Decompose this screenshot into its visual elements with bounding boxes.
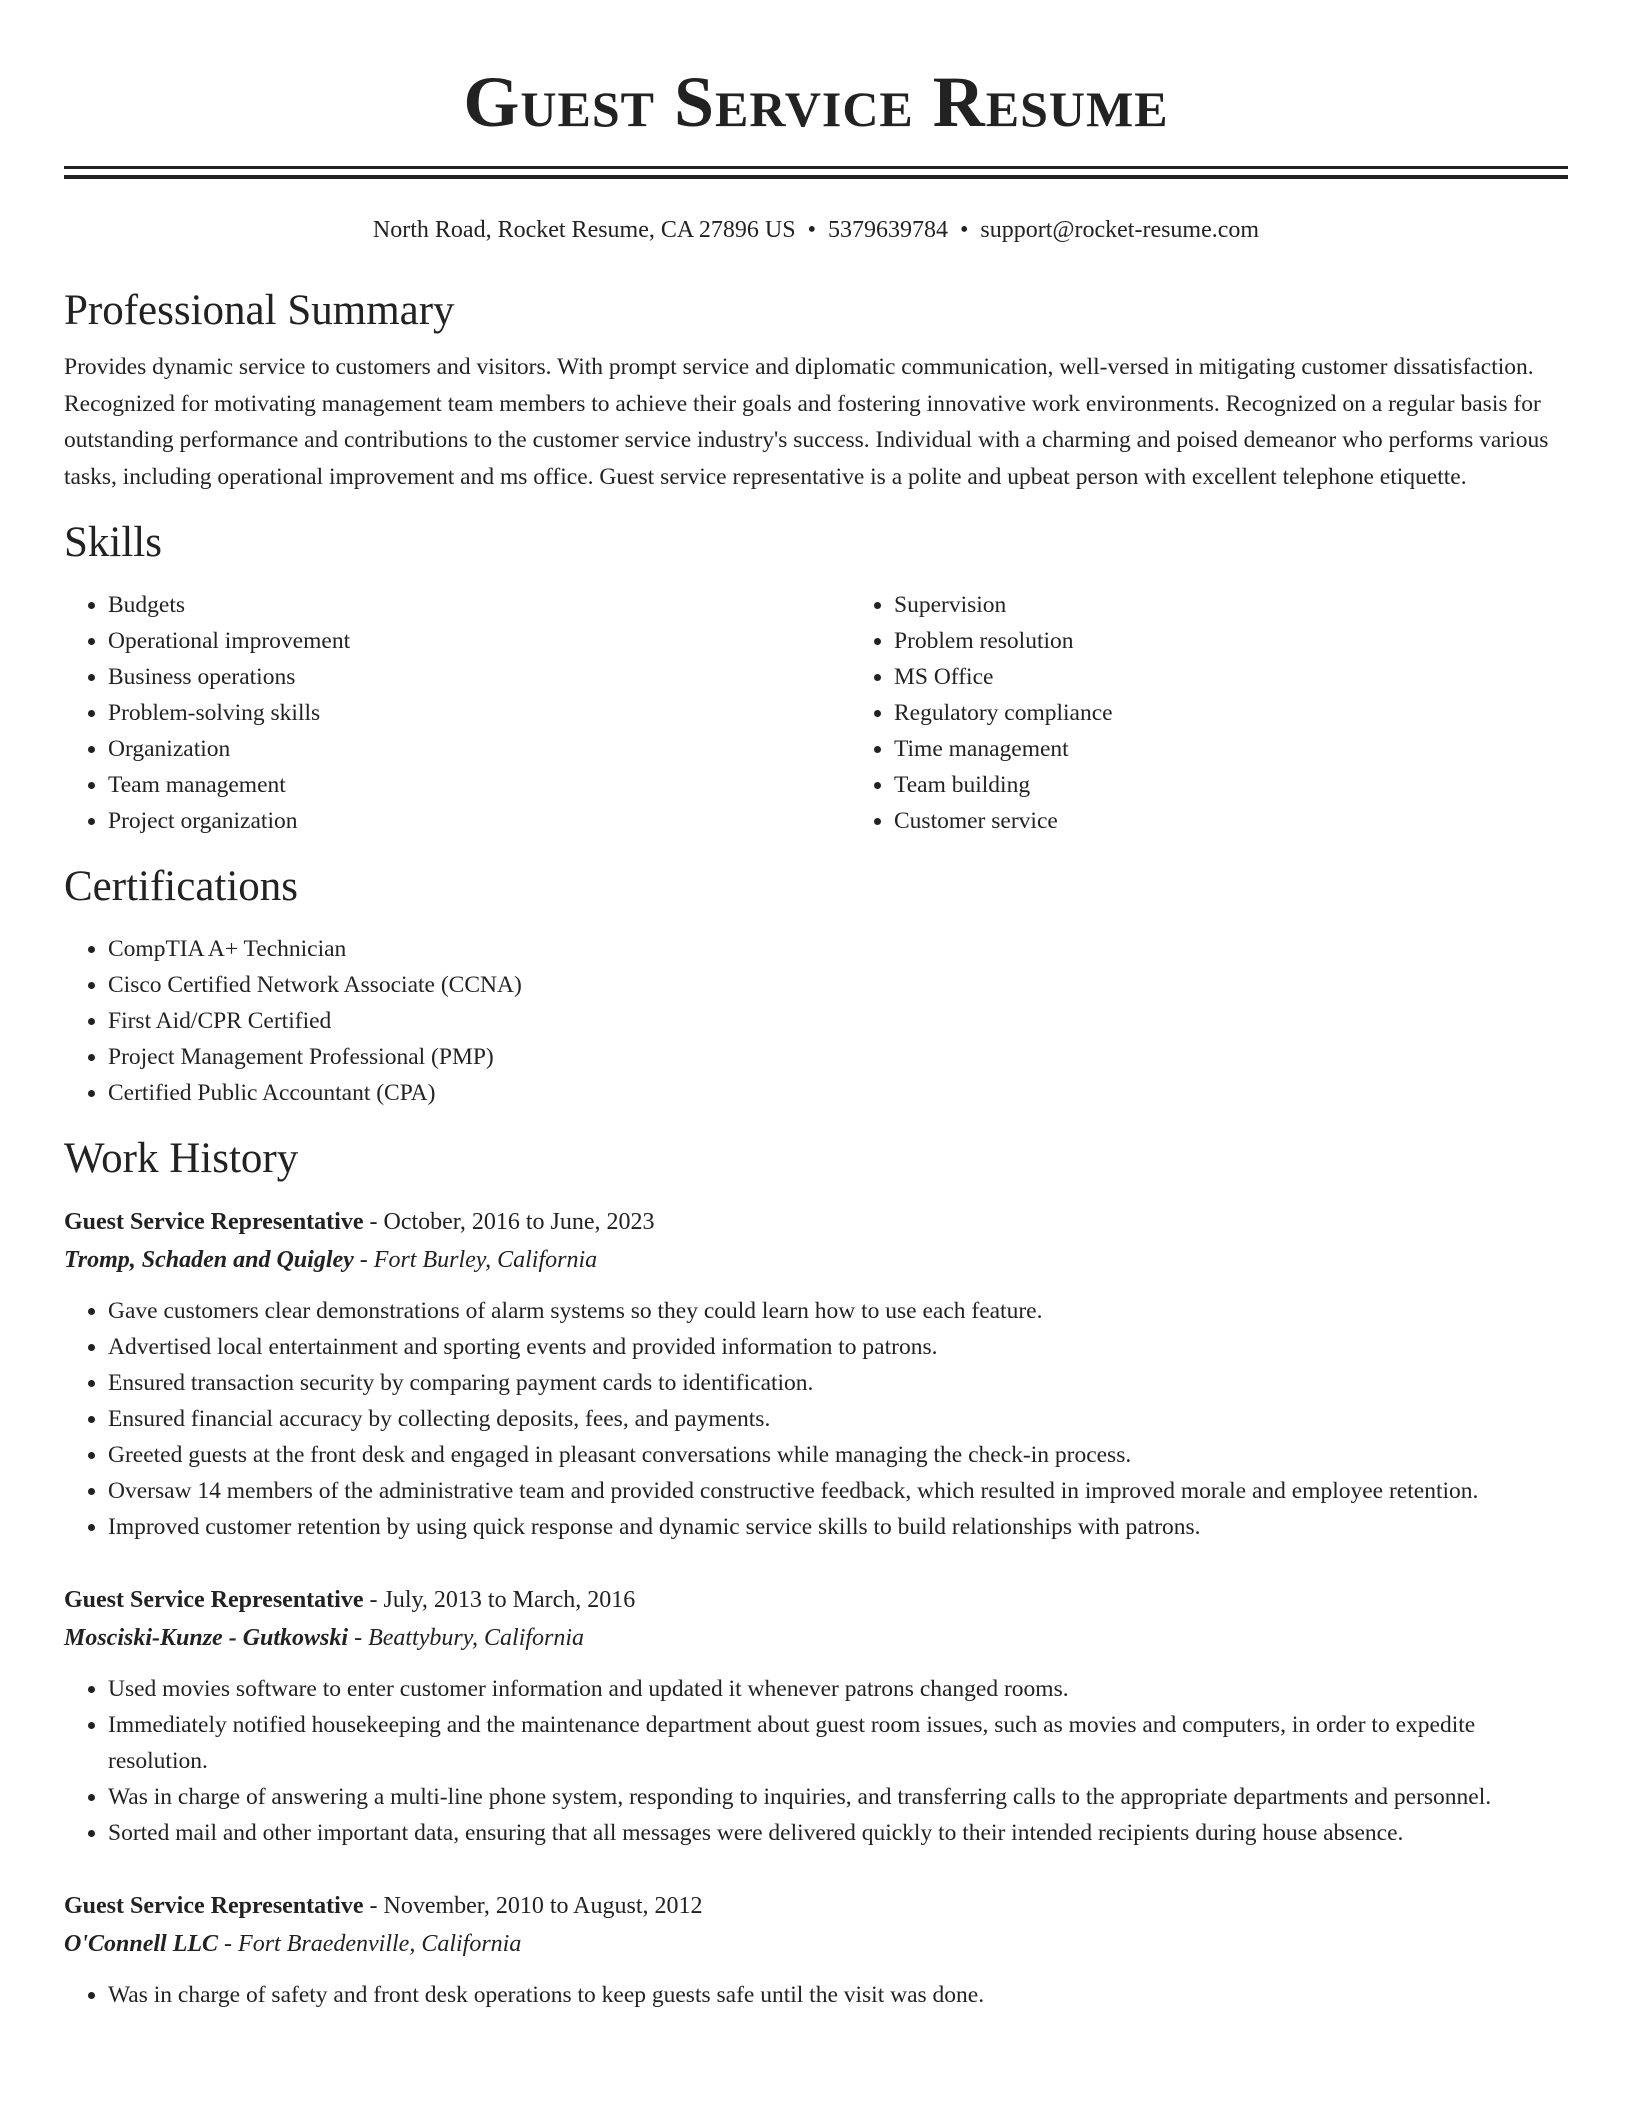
job-bullets (64, 1293, 1568, 1545)
certification-item: • First Aid/CPR Certified (108, 1003, 1568, 1039)
certification-item: • Cisco Certified Network Associate (CCNA) (108, 967, 1568, 1003)
job-title: Guest Service Representative (64, 1209, 364, 1235)
contact-line (64, 215, 1568, 245)
title-rule-top (64, 166, 1568, 169)
skills-list-left (64, 587, 850, 839)
skills-heading: Skills (64, 519, 162, 566)
job-bullet: • Gave customers clear demonstrations of alarm systems so they could learn how to use each feature. (108, 1293, 1568, 1329)
job-bullet: • Greeted guests at the front desk and engaged in pleasant conversations while managing the check-in process. (108, 1437, 1568, 1473)
job-location: Beattybury, California (368, 1625, 585, 1651)
certifications-list (64, 931, 1568, 1111)
contact-separator: • (959, 217, 969, 243)
skill-item: • Supervision (894, 587, 1632, 623)
skill-item: • Time management (894, 731, 1632, 767)
contact-phone: 5379639784 (827, 217, 948, 243)
job-dash: - (218, 1931, 239, 1957)
job-dash: - (353, 1247, 374, 1273)
job-bullet: • Ensured transaction security by comparing payment cards to identification. (108, 1365, 1568, 1401)
job-dates: November, 2010 to August, 2012 (383, 1893, 703, 1919)
job-company-line (64, 1925, 1568, 1963)
job-title: Guest Service Representative (64, 1587, 364, 1613)
job-bullet: • Immediately notified housekeeping and the maintenance department about guest room issues, such as movies and computers, in order to expedite resolution. (108, 1707, 1568, 1779)
job-entry (64, 1203, 1568, 1545)
skill-item: • Organization (108, 731, 850, 767)
certification-item: • CompTIA A+ Technician (108, 931, 1568, 967)
summary-text: Provides dynamic service to customers and visitors. With prompt service and diplomatic communication, well-versed in mitigating customer dissatisfaction. Recognized for motivating management team members to achieve their goals and fostering innovative work environments. Recognized on a regular basis for outstanding performance and contributions to the customer service industry's success. Individual with a charming and poised demeanor who performs various tasks, including operational improvement and ms office. Guest service representative is a polite and upbeat person with excellent telephone etiquette. (64, 354, 1549, 490)
skill-item: • Business operations (108, 659, 850, 695)
job-title-line (64, 1581, 1568, 1619)
job-dates: October, 2016 to June, 2023 (383, 1209, 655, 1235)
job-bullets (64, 1977, 1568, 2013)
job-bullet: • Used movies software to enter customer information and updated it whenever patrons changed rooms. (108, 1671, 1568, 1707)
job-location: Fort Burley, California (373, 1247, 598, 1273)
job-bullet: • Advertised local entertainment and sporting events and provided information to patrons. (108, 1329, 1568, 1365)
skill-item: • Problem-solving skills (108, 695, 850, 731)
job-bullet: • Oversaw 14 members of the administrative team and provided constructive feedback, which resulted in improved morale and employee retention. (108, 1473, 1568, 1509)
job-dates: July, 2013 to March, 2016 (383, 1587, 636, 1613)
certification-item: • Certified Public Accountant (CPA) (108, 1075, 1568, 1111)
skills-columns (64, 587, 1568, 839)
skill-item: • Operational improvement (108, 623, 850, 659)
job-title: Guest Service Representative (64, 1893, 364, 1919)
job-company-line (64, 1619, 1568, 1657)
contact-email[interactable]: support@rocket-resume.com (980, 217, 1260, 243)
job-dash: - (363, 1587, 384, 1613)
job-dash: - (348, 1625, 369, 1651)
skill-item: • Project organization (108, 803, 850, 839)
job-bullet: • Was in charge of safety and front desk operations to keep guests safe until the visit was done. (108, 1977, 1568, 2013)
job-company: O'Connell LLC (64, 1931, 219, 1957)
job-entry (64, 1581, 1568, 1851)
summary-heading: Professional Summary (64, 287, 455, 334)
job-location: Fort Braedenville, California (238, 1931, 522, 1957)
contact-address: North Road, Rocket Resume, CA 27896 US (372, 217, 796, 243)
job-bullet: • Ensured financial accuracy by collecting deposits, fees, and payments. (108, 1401, 1568, 1437)
certification-item: • Project Management Professional (PMP) (108, 1039, 1568, 1075)
job-entry (64, 1887, 1568, 2013)
skill-item: • Regulatory compliance (894, 695, 1632, 731)
work-history-heading: Work History (64, 1135, 299, 1182)
job-dash: - (363, 1209, 384, 1235)
skill-item: • Customer service (894, 803, 1632, 839)
job-bullets (64, 1671, 1568, 1851)
job-bullet: • Sorted mail and other important data, ensuring that all messages were delivered quickly to their intended recipients during house absence. (108, 1815, 1568, 1851)
skill-item: • MS Office (894, 659, 1632, 695)
skill-item: • Problem resolution (894, 623, 1632, 659)
skill-item: • Team building (894, 767, 1632, 803)
job-dash: - (363, 1893, 384, 1919)
resume-title: Guest Service Resume (463, 62, 1169, 142)
skill-item: • Team management (108, 767, 850, 803)
job-company: Mosciski-Kunze - Gutkowski (64, 1625, 349, 1651)
contact-separator: • (807, 217, 816, 243)
job-title-line (64, 1203, 1568, 1241)
title-rule-bottom (64, 175, 1568, 179)
certifications-heading: Certifications (64, 863, 299, 910)
job-bullet: • Was in charge of answering a multi-line phone system, responding to inquiries, and transferring calls to the appropriate departments and personnel. (108, 1779, 1568, 1815)
skill-item: • Budgets (108, 587, 850, 623)
job-bullet: • Improved customer retention by using quick response and dynamic service skills to build relationships with patrons. (108, 1509, 1568, 1545)
skills-list-right (850, 587, 1632, 839)
job-company: Tromp, Schaden and Quigley (64, 1247, 354, 1273)
job-company-line (64, 1241, 1568, 1279)
job-title-line (64, 1887, 1568, 1925)
